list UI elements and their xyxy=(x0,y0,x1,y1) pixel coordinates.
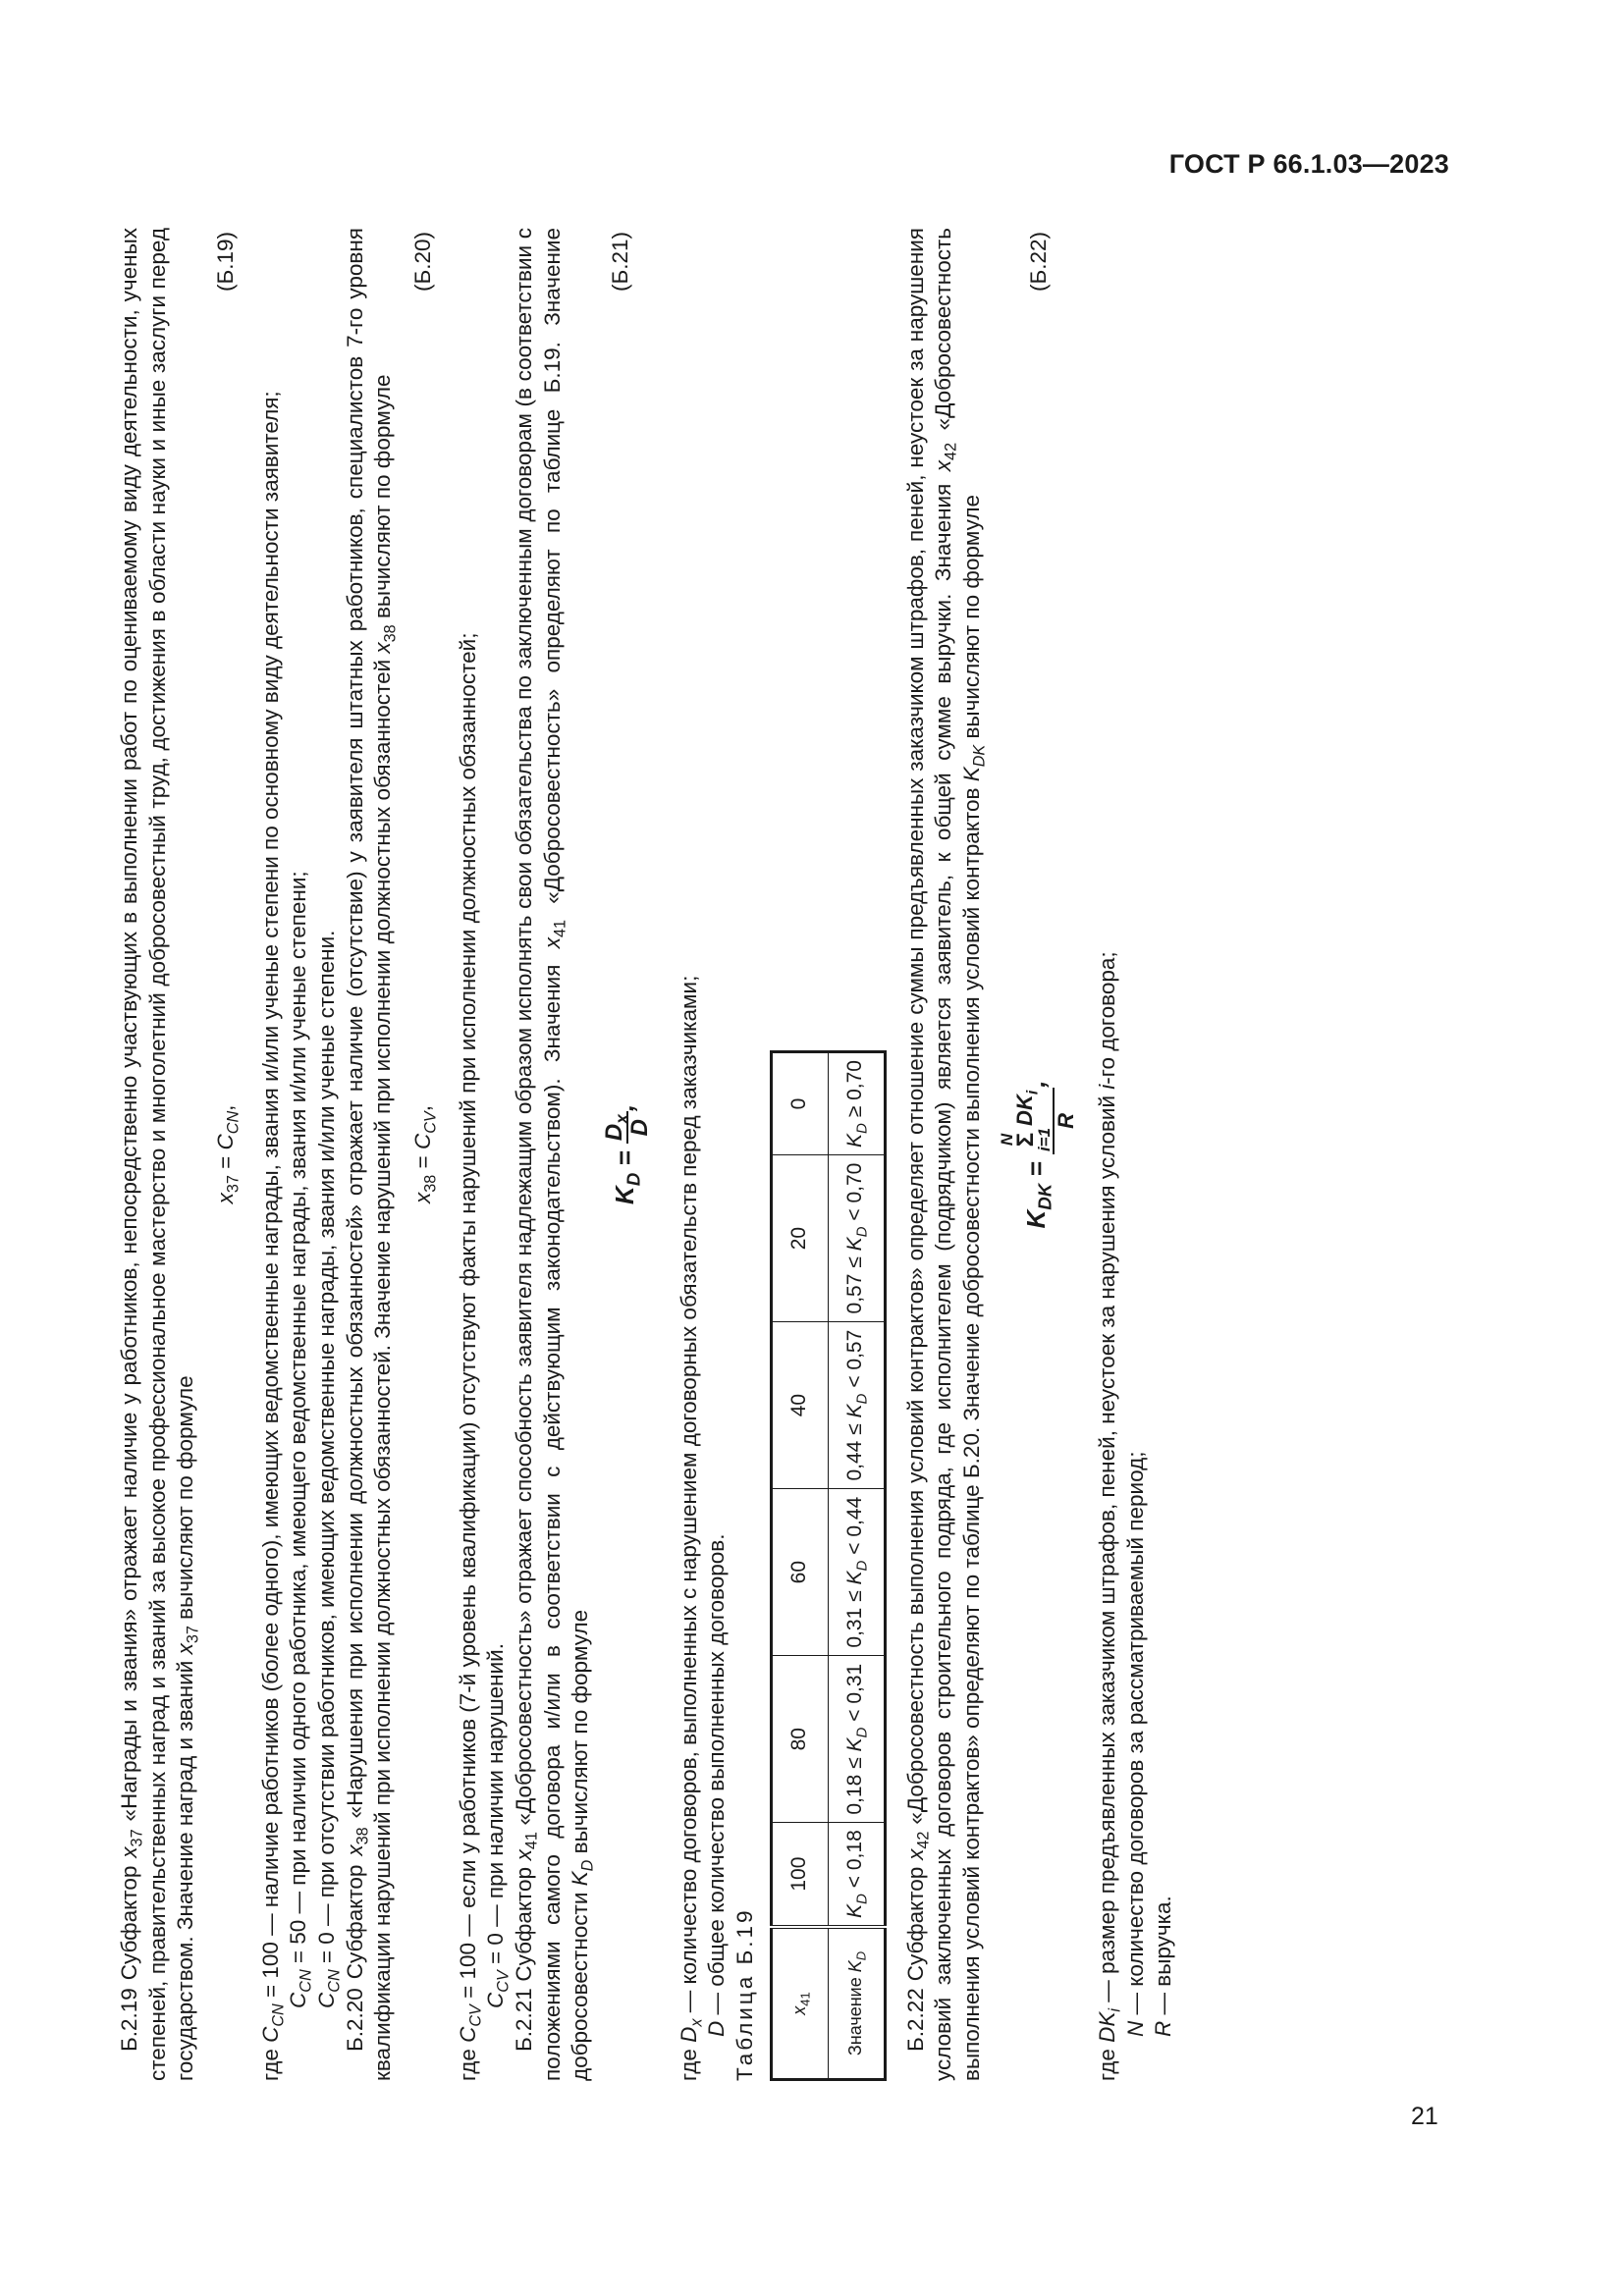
table-cell: 80 xyxy=(771,1656,828,1823)
formula-b20-expression: $x_{38} = C_{CV}$, xyxy=(409,1105,440,1203)
table-caption: Таблица Б.19 xyxy=(731,1907,757,2081)
table-cell: 60 xyxy=(771,1489,828,1656)
paragraph-b220: Б.2.20 Субфактор $x_{38}$ «Нарушения при исполнении должностных обязанностей» отражает наличие (отсутствие) у заявителя штатных работников, специалистов 7-го уровня квалификации нарушений при исполнении должностных обязанностей. Значение нарушений при исполнении должностных обязанностей $x_{38}$ вычисляют по формуле xyxy=(342,228,400,2081)
formula-b22-expression: $K_{DK}$ = N Σ i=1 $DK_i$ R , xyxy=(998,1080,1079,1229)
paragraph-b222: Б.2.22 Субфактор $x_{42}$ «Добросовестность выполнения условий контрактов» определяет отношение суммы предъявленных заказчиком штрафов, пеней, неустоек за нарушения условий заключенных договоров строительного подряда, где исполнителем (подрядчиком) является заявитель, к общей сумме выручки. Значения $x_{42}$ «Добросовестность выполнения условий контрактов» определяют по таблице Б.20. Значение добросовестности выполнения условий контрактов $K_{DK}$ вычисляют по формуле xyxy=(902,227,989,2081)
formula-b22 xyxy=(986,228,1094,2081)
d-definition: D — общее количество выполненных договоров. xyxy=(704,1533,730,2037)
table-cell: $0,18 \le K_D < 0,31$ xyxy=(828,1656,885,1823)
table-cell: $0,44 \le K_D < 0,57$ xyxy=(828,1322,885,1489)
document-header: ГОСТ Р 66.1.03—2023 xyxy=(1168,149,1449,179)
table-row xyxy=(771,1052,828,2080)
dx-definition: где $D_x$ — количество договоров, выполненных с нарушением договорных обязательств перед заказчиками; xyxy=(676,975,706,2081)
formula-b22-number: (Б.22) xyxy=(1026,232,1052,293)
dki-definition: где $DK_i$ — размер предъявленных заказчиком штрафов, пеней, неустоек за нарушения условий i-го договора; xyxy=(1095,951,1124,2081)
table-row-header-x41: $x_{41}$ xyxy=(771,1927,828,2080)
table-cell: 0 xyxy=(771,1052,828,1155)
formula-b21-number: (Б.21) xyxy=(607,232,632,293)
table-cell: $0,57 \le K_D < 0,70$ xyxy=(828,1155,885,1322)
page-number: 21 xyxy=(1411,2103,1438,2130)
paragraph-b219: Б.2.19 Субфактор $x_{37}$ «Награды и звания» отражает наличие у работников, непосредственно участвующих в выполнении работ по оцениваемому виду деятельности, ученых степеней, правительственных наград и званий за высокое профессиональное мастерство и многолетний добросовестный труд, достижения в области науки и иные заслуги перед государством. Значение наград и званий $x_{37}$ вычисляют по формуле xyxy=(117,228,202,2081)
rotated-page-content xyxy=(116,228,1274,2081)
paragraph-b221: Б.2.21 Субфактор $x_{41}$ «Добросовестность» отражает способность заявителя надлежащим образом исполнять свои обязательства по заключенным договорам (в соответствии с положениями самого договора и/или в соответствии с действующим законодательством). Значения $x_{41}$ «Добросовестность» определяют по таблице Б.19. Значение добросовестности $K_D$ вычисляют по формуле xyxy=(511,228,597,2081)
table-cell: 40 xyxy=(771,1322,828,1489)
table-cell: $K_D \ge 0,70$ xyxy=(828,1052,885,1155)
formula-b19-number: (Б.19) xyxy=(212,232,238,293)
table-b19 xyxy=(770,1050,887,2081)
table-row-header-kd: Значение $K_D$ xyxy=(828,1927,885,2080)
formula-b20-number: (Б.20) xyxy=(409,232,435,293)
formula-b21 xyxy=(595,228,666,2081)
formula-b19-expression: $x_{37} = C_{CN}$, xyxy=(212,1104,243,1204)
ccv-0-definition: $C_{CV} = 0$ — при наличии нарушений. xyxy=(483,1643,513,2008)
ccn-0-definition: $C_{CN} = 0$ — при отсутствии работников, имеющих ведомственные награды, звания и/или ученые степени. xyxy=(313,930,344,2008)
table-cell: $K_D < 0,18$ xyxy=(828,1823,885,1927)
table-cell: $0,31 \le K_D < 0,44$ xyxy=(828,1489,885,1656)
n-definition: N — количество договоров за рассматриваемый период; xyxy=(1122,1451,1148,2037)
table-row xyxy=(828,1052,885,2080)
ccn-100-definition: где $C_{CN} = 100$ — наличие работников (более одного), имеющих ведомственные награды, звания и/или ученые степени по основному виду деятельности заявителя; xyxy=(257,391,288,2081)
table-cell: 100 xyxy=(771,1823,828,1927)
formula-b21-expression: $K_D$ = $D_x$ D , xyxy=(600,1103,653,1205)
formula-b20 xyxy=(398,228,455,2081)
r-definition: R — выручка. xyxy=(1151,1896,1176,2037)
ccn-50-definition: $C_{CN} = 50$ — при наличии одного работника, имеющего ведомственные награды, звания и/или ученые степени; xyxy=(286,871,316,2008)
formula-b19 xyxy=(200,228,257,2081)
table-cell: 20 xyxy=(771,1155,828,1322)
ccv-100-definition: где $C_{CV} = 100$ — если у работников (7-й уровень квалификации) отсутствуют факты нарушений при исполнении должностных обязанностей; xyxy=(455,632,485,2081)
